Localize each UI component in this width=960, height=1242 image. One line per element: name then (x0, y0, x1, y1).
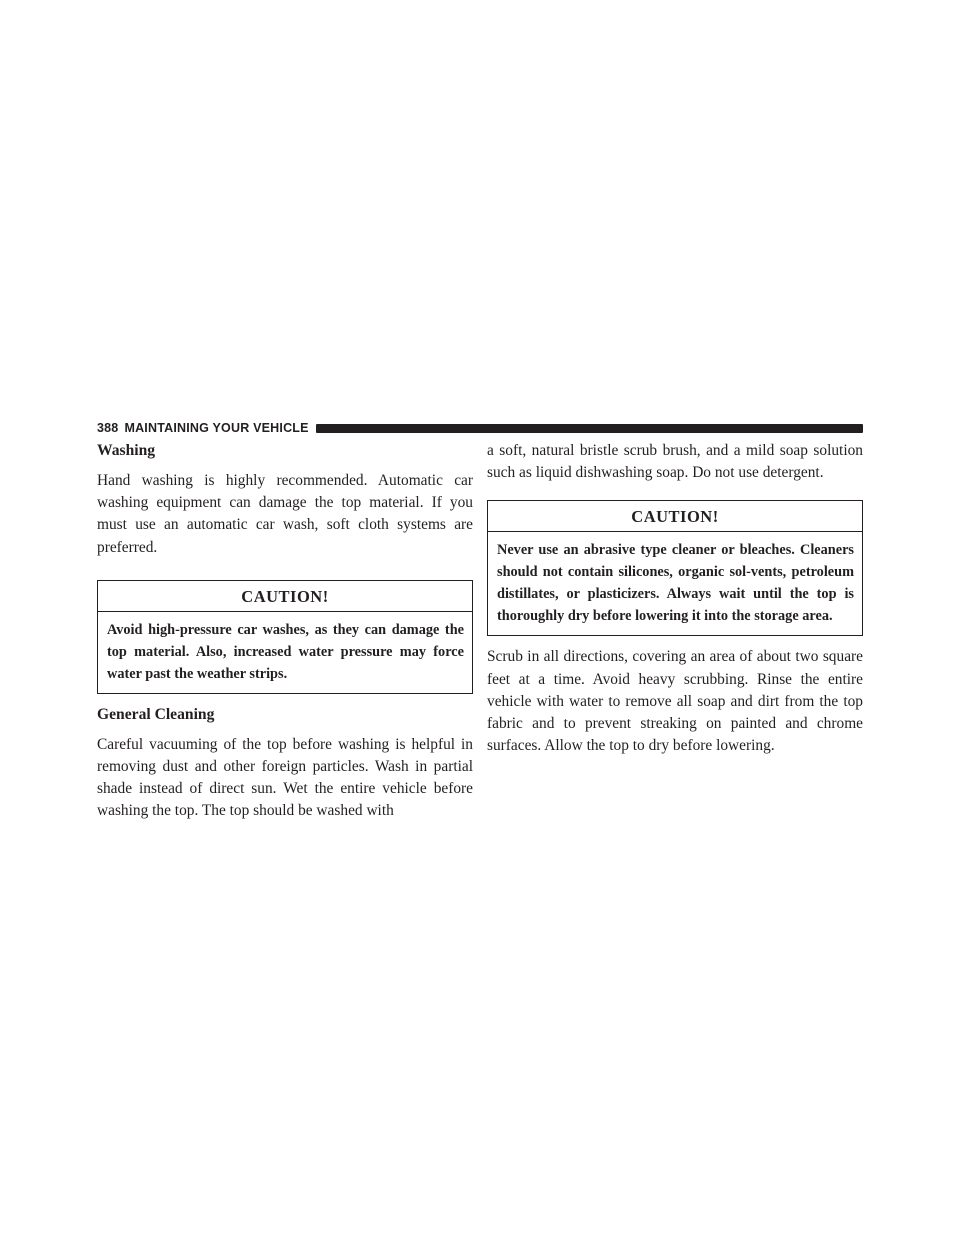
scrub-paragraph: Scrub in all directions, covering an area of about two square feet at a time. Avoid heavy scrubbing. Rinse the entire vehicle with water to remove all soap and dirt from the top fabric and to prevent streaking on painted and chrome surfaces. Allow the top to dry before lowering. (487, 648, 863, 755)
caution-box-cleaners (487, 500, 863, 636)
continued-paragraph: a soft, natural bristle scrub brush, and a mild soap solution such as liquid dishwashing soap. Do not use detergent. (487, 442, 863, 482)
section-title: MAINTAINING YOUR VEHICLE (124, 421, 309, 435)
washing-paragraph: Hand washing is highly recommended. Automatic car washing equipment can damage the top material. If you must use an automatic car wash, soft cloth systems are preferred. (97, 472, 473, 556)
page-number: 388 (97, 421, 119, 435)
header-rule (316, 424, 863, 433)
caution-title: CAUTION! (98, 581, 472, 612)
washing-heading: Washing (97, 442, 156, 459)
general-cleaning-heading: General Cleaning (97, 705, 215, 723)
caution-text: Never use an abrasive type cleaner or bleaches. Cleaners should not contain silicones, organic sol-vents, petroleum distillates, or plasticizers. Always wait until the top is thoroughly dry before lowering it into the storage area. (497, 542, 854, 625)
general-cleaning-paragraph: Careful vacuuming of the top before washing is helpful in removing dust and other foreign particles. Wash in partial shade instead of direct sun. Wet the entire vehicle before washing the top. The top should be washed with (97, 735, 473, 820)
page-header (97, 418, 863, 438)
left-column (97, 440, 473, 823)
right-column (487, 440, 863, 757)
caution-text: Avoid high-pressure car washes, as they can damage the top material. Also, increased water pressure may force water past the weather strips. (107, 621, 464, 682)
caution-box-pressure (97, 580, 473, 694)
caution-title: CAUTION! (488, 501, 862, 532)
